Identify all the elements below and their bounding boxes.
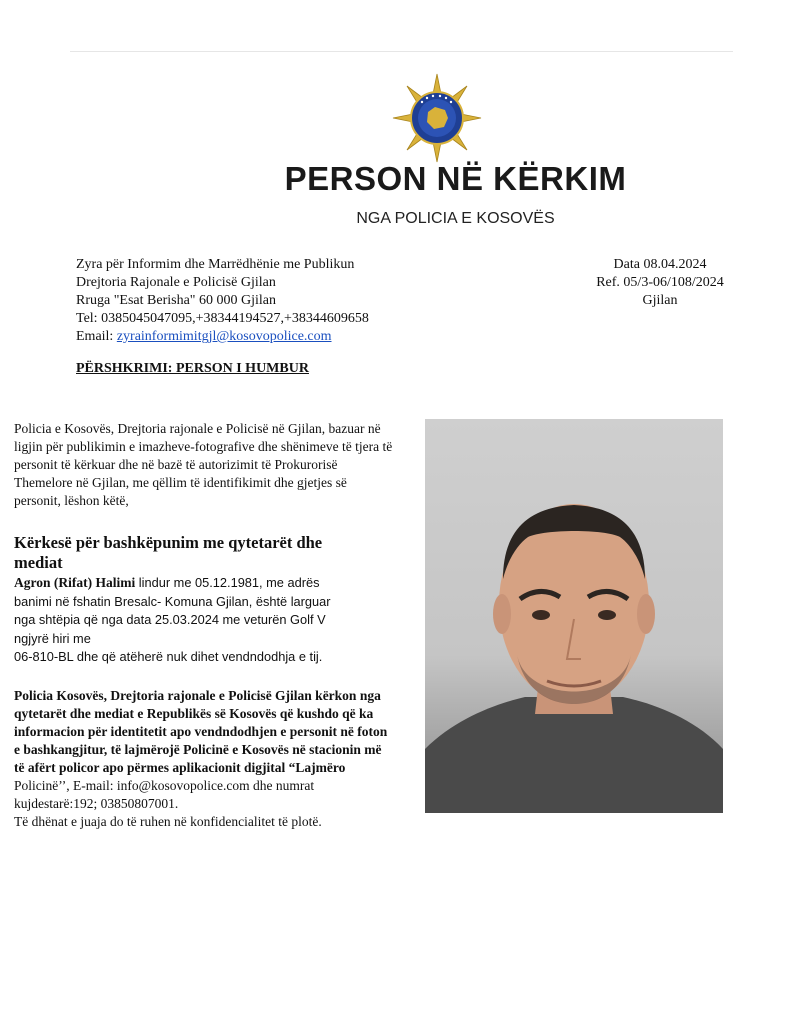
document-meta xyxy=(560,256,760,310)
page-subtitle: NGA POLICIA E KOSOVËS xyxy=(356,210,555,227)
address-line: Zyra për Informim dhe Marrëdhënie me Publikun xyxy=(76,257,355,272)
confidentiality-note: Të dhënat e juaja do të ruhen në konfidencialitet të plotë. xyxy=(14,814,322,829)
details-line: 06-810-BL dhe që atëherë nuk dihet vendndodhja e tij. xyxy=(14,649,323,664)
document-date: Data 08.04.2024 xyxy=(613,257,707,272)
birth-info: lindur me 05.12.1981, me adrës xyxy=(135,575,320,590)
office-address xyxy=(76,256,369,346)
details-line: nga shtëpia që nga data 25.03.2024 me veturën Golf V xyxy=(14,612,326,627)
phone-line: Tel: 0385045047095,+38344194527,+38344609658 xyxy=(76,311,369,326)
details-line: banimi në fshatin Bresalc- Komuna Gjilan, është larguar xyxy=(14,593,331,609)
missing-person-photo xyxy=(425,419,723,813)
person-name: Agron (Rifat) Halimi xyxy=(14,575,136,590)
document-city: Gjilan xyxy=(642,293,678,308)
appeal-paragraph xyxy=(14,687,394,831)
address-line: Drejtoria Rajonale e Policisë Gjilan xyxy=(76,275,276,290)
details-line: ngjyrë hiri me xyxy=(14,630,91,646)
appeal-bold-text: Policia Kosovës, Drejtoria rajonale e Policisë Gjilan kërkon nga qytetarët dhe mediat e Republikës së Kosovës që kushdo që ka informacion për identitetit apo vendndodhjen e personit në foton e bashkangjitur, të lajmërojë Policinë e Kosovës në stacionin më të afërt policor apo përmes aplikacionit digjital “Lajmëro xyxy=(14,688,388,775)
kosovo-police-logo xyxy=(391,72,483,164)
email-line xyxy=(76,328,369,346)
appeal-heading: Kërkesë për bashkëpunim me qytetarët dhe mediat xyxy=(14,533,323,572)
document-reference: Ref. 05/3-06/108/2024 xyxy=(596,275,724,290)
intro-paragraph: Policia e Kosovës, Drejtoria rajonale e Policisë në Gjilan, bazuar në ligjin për publikimin e imazheve-fotografive dhe shënimeve të tjera të personit të kërkuar dhe në bazë të autorizimit të Prokurorisë Themelore në Gjilan, me qëllim të identifikimit dhe gjetjes së personit, lëshon këtë, xyxy=(14,421,393,508)
appeal-contact-text: Policinë’’, E-mail: info@kosovopolice.com dhe numrat kujdestarë:192; 03850807001. xyxy=(14,778,315,811)
email-label: Email: xyxy=(76,329,117,344)
email-link[interactable]: zyrainformimitgjl@kosovopolice.com xyxy=(116,329,332,344)
description-label: PËRSHKRIMI: PERSON I HUMBUR xyxy=(76,361,309,376)
page-title: PERSON NË KËRKIM xyxy=(284,160,627,197)
top-divider xyxy=(70,51,733,52)
address-line: Rruga "Esat Berisha" 60 000 Gjilan xyxy=(76,293,277,308)
person-details xyxy=(14,574,404,667)
